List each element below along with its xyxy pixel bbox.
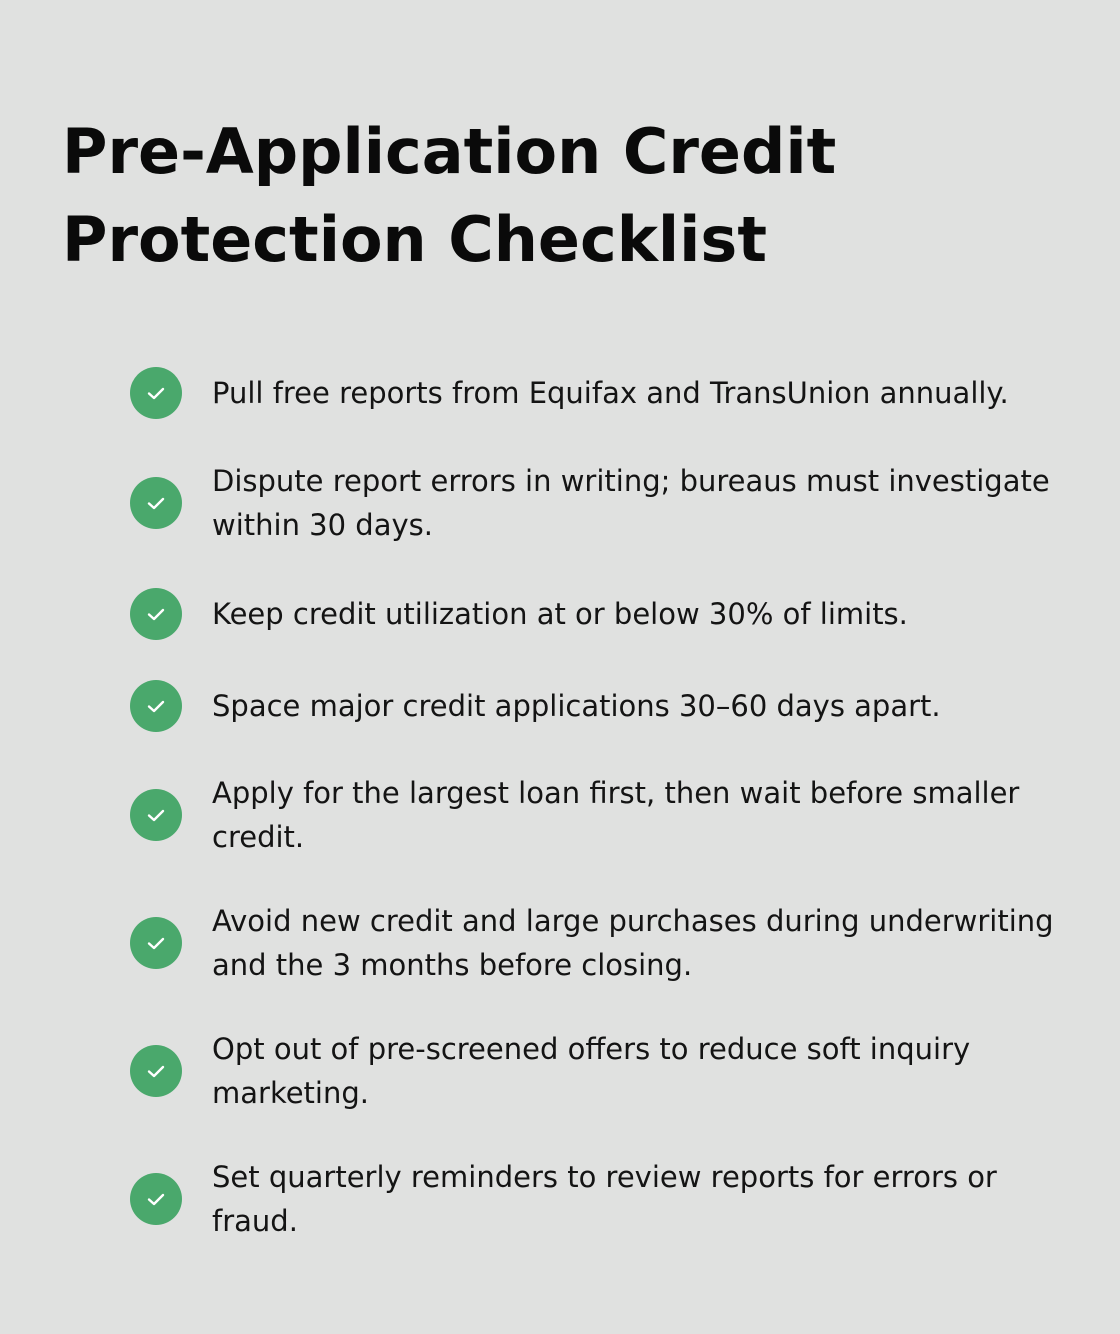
checklist-item bbox=[130, 899, 1070, 987]
check-icon bbox=[130, 917, 182, 969]
check-icon bbox=[130, 1173, 182, 1225]
checklist-item-text: Avoid new credit and large purchases during underwriting and the 3 months before closing. bbox=[212, 904, 1054, 982]
checklist-item-text: Space major credit applications 30–60 days apart. bbox=[212, 689, 941, 723]
check-icon bbox=[130, 367, 182, 419]
checklist-item bbox=[130, 459, 1070, 547]
check-icon bbox=[130, 477, 182, 529]
checklist-item bbox=[130, 771, 1070, 859]
checklist-item bbox=[130, 1027, 1070, 1115]
check-icon bbox=[130, 588, 182, 640]
checklist-item-text: Apply for the largest loan first, then wait before smaller credit. bbox=[212, 776, 1020, 854]
check-icon bbox=[130, 680, 182, 732]
check-icon bbox=[130, 789, 182, 841]
check-icon bbox=[130, 1045, 182, 1097]
checklist-item bbox=[130, 1155, 1070, 1243]
checklist-item bbox=[130, 588, 1070, 640]
page-title: Pre-Application Credit Protection Checklist bbox=[62, 115, 837, 276]
checklist-item-text: Dispute report errors in writing; bureaus must investigate within 30 days. bbox=[212, 464, 1050, 542]
checklist-item bbox=[130, 680, 1070, 732]
checklist-item-text: Opt out of pre-screened offers to reduce soft inquiry marketing. bbox=[212, 1032, 971, 1110]
checklist-item-text: Set quarterly reminders to review reports for errors or fraud. bbox=[212, 1160, 997, 1238]
checklist-item-text: Keep credit utilization at or below 30% of limits. bbox=[212, 597, 908, 631]
checklist-item bbox=[130, 367, 1070, 419]
checklist-item-text: Pull free reports from Equifax and TransUnion annually. bbox=[212, 376, 1009, 410]
